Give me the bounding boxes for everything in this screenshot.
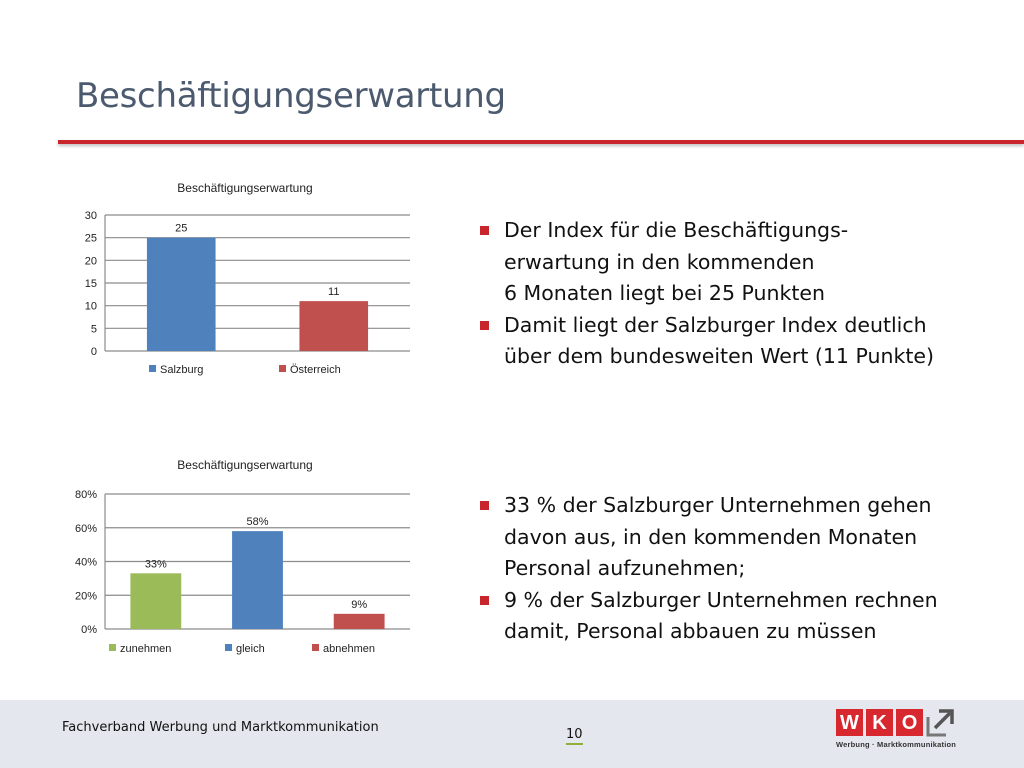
legend-label: abnehmen [323, 643, 375, 655]
y-tick-label: 40% [74, 556, 97, 569]
legend-swatch [279, 365, 286, 372]
bullet-item [478, 490, 938, 585]
bar [130, 573, 181, 629]
bullet-item [478, 585, 938, 648]
y-tick-label: 25 [84, 232, 97, 245]
legend-swatch [109, 644, 116, 651]
data-label: 11 [328, 286, 340, 299]
title-rule [58, 140, 1024, 144]
legend-label: Österreich [290, 364, 341, 376]
page-number: 10 [566, 727, 583, 742]
logo-tagline: Werbung · Marktkommunikation [836, 740, 957, 749]
chart-percentages-svg [60, 450, 420, 665]
chart-title: Beschäftigungserwartung [177, 181, 313, 195]
logo-letter-o: O [896, 709, 923, 736]
y-tick-label: 15 [84, 278, 97, 290]
logo-letter-k: K [866, 709, 893, 736]
bullet-item [478, 310, 934, 373]
legend-swatch [149, 365, 156, 372]
y-tick-label: 0% [81, 624, 97, 636]
chart-title: Beschäftigungserwartung [177, 458, 313, 472]
y-tick-label: 60% [74, 522, 97, 535]
legend-label: zunehmen [120, 643, 172, 655]
y-tick-label: 80% [74, 489, 97, 501]
legend-swatch [312, 644, 319, 651]
bullet-text: 9 % der Salzburger Unternehmen rechnen damit, Personal abbauen zu müssen [504, 587, 938, 643]
data-label: 9% [351, 598, 368, 611]
legend-label: Salzburg [160, 364, 204, 376]
data-label: 33% [144, 558, 167, 571]
data-label: 58% [246, 516, 269, 529]
bar [147, 238, 216, 351]
bar [232, 531, 283, 629]
bullet-item [478, 215, 934, 310]
legend-label: gleich [236, 643, 265, 655]
y-tick-label: 5 [90, 323, 97, 336]
chart-percentages [60, 450, 420, 665]
wko-logo [836, 706, 958, 758]
y-tick-label: 20% [74, 590, 97, 603]
chart-index-svg [60, 172, 420, 382]
arrow-up-right-icon [926, 707, 954, 737]
y-tick-label: 10 [84, 300, 97, 313]
y-tick-label: 20 [84, 255, 97, 268]
bullet-text: 33 % der Salzburger Unternehmen gehen davon aus, in den kommenden Monaten Personal aufzunehmen; [504, 493, 932, 580]
bar [334, 614, 385, 629]
bullet-square-icon [480, 596, 489, 605]
chart-index [60, 172, 420, 382]
bullet-list-top [478, 215, 934, 373]
footer [0, 700, 1024, 768]
bullet-list-bottom [478, 490, 938, 648]
bullet-text: Damit liegt der Salzburger Index deutlich über dem bundesweiten Wert (11 Punkte) [504, 312, 934, 368]
data-label: 25 [175, 222, 188, 235]
slide-title: Beschäftigungserwartung [76, 76, 506, 116]
bar [299, 301, 368, 351]
logo-letter-w: W [836, 709, 863, 736]
bullet-text: Der Index für die Beschäftigungs- erwartung in den kommenden 6 Monaten liegt bei 25 Punkten [504, 218, 849, 305]
footer-text: Fachverband Werbung und Marktkommunikation [62, 720, 379, 735]
bullet-square-icon [480, 501, 489, 510]
bullet-square-icon [480, 321, 489, 330]
y-tick-label: 30 [84, 210, 97, 222]
y-tick-label: 0 [90, 346, 97, 358]
legend-swatch [225, 644, 232, 651]
bullet-square-icon [480, 226, 489, 235]
